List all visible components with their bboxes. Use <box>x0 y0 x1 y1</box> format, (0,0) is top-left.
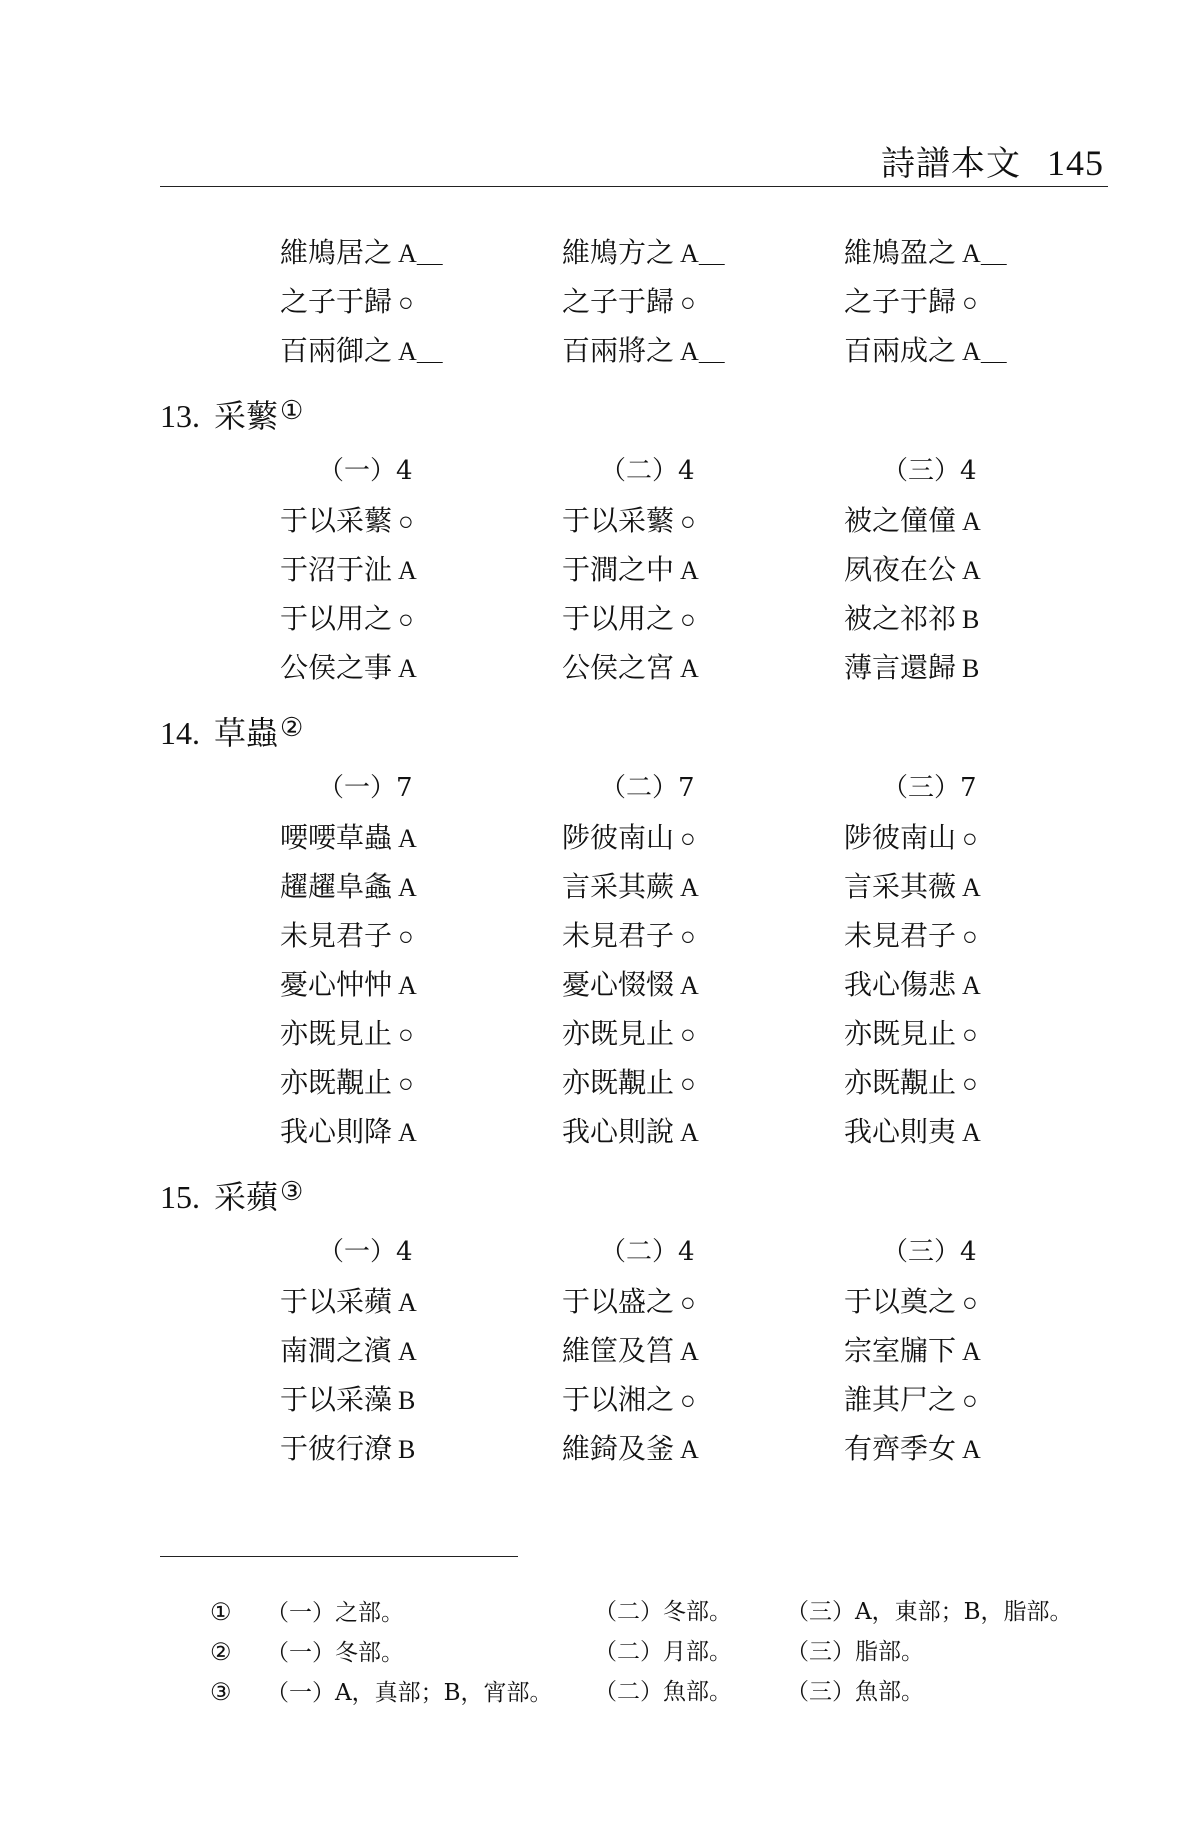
rhyme-mark: ○ <box>680 824 696 853</box>
footnote-part: （二）冬部。 <box>594 1599 732 1625</box>
rhyme-mark: ○ <box>398 605 414 634</box>
stanza-head: （一）4 <box>318 1237 413 1267</box>
rhyme-mark: A <box>680 1435 699 1464</box>
rhyme-mark: A <box>962 1118 981 1147</box>
stanza-column <box>562 228 844 375</box>
verse-line: 言采其薇 A <box>844 870 981 903</box>
footnote-ref: ② <box>280 713 304 743</box>
rhyme-mark: ○ <box>680 1386 696 1415</box>
verse-line: 之子于歸 ○ <box>844 285 978 318</box>
verse-line: 于以采蘋 A <box>280 1285 417 1318</box>
verse-line: 我心則降 A <box>280 1115 417 1148</box>
verse-line: 于以用之 ○ <box>280 602 414 635</box>
verse-line: 有齊季女 A <box>844 1432 981 1465</box>
rhyme-mark: ○ <box>680 507 696 536</box>
verse-line: 未見君子 ○ <box>562 919 696 952</box>
verse-line: 誰其尸之 ○ <box>844 1383 978 1416</box>
rhyme-mark: ○ <box>680 1069 696 1098</box>
poem-15-stanzas <box>280 1228 1126 1473</box>
verse-line: 南澗之濱 A <box>280 1334 417 1367</box>
rhyme-mark: A <box>398 1118 417 1147</box>
verse-line: 亦既覯止 ○ <box>844 1066 978 1099</box>
footnote-mark: ③ <box>210 1678 232 1706</box>
stanza-column <box>844 447 1126 692</box>
footnote-3 <box>210 1672 1160 1712</box>
footnote-part: （一）A，真部；B，宵部。 <box>266 1680 553 1706</box>
footnote-part: （三）魚部。 <box>786 1679 924 1705</box>
verse-line: 維鳩盈之 A＿ <box>844 236 1007 269</box>
verse-line: 維鳩居之 A＿ <box>280 236 443 269</box>
rhyme-mark: ○ <box>398 288 414 317</box>
stanza-column <box>562 764 844 1156</box>
rhyme-mark: A <box>962 507 981 536</box>
rhyme-mark: A＿ <box>962 337 1007 366</box>
verse-line: 亦既覯止 ○ <box>562 1066 696 1099</box>
verse-line: 之子于歸 ○ <box>280 285 414 318</box>
verse-line: 宗室牖下 A <box>844 1334 981 1367</box>
poem-body <box>0 228 1200 1473</box>
stanza-head: （二）4 <box>600 1237 695 1267</box>
rhyme-mark: ○ <box>680 1020 696 1049</box>
stanza-head: （二）7 <box>600 773 695 803</box>
rhyme-mark: A＿ <box>962 239 1007 268</box>
verse-line: 于沼于沚 A <box>280 553 417 586</box>
poem-title-14: 14. 草蟲② <box>160 713 304 752</box>
verse-line: 我心傷悲 A <box>844 968 981 1001</box>
rhyme-mark: A＿ <box>680 239 725 268</box>
footnote-mark: ② <box>210 1638 232 1666</box>
rhyme-mark: B <box>398 1435 416 1464</box>
verse-line: 于以盛之 ○ <box>562 1285 696 1318</box>
verse-line: 夙夜在公 A <box>844 553 981 586</box>
rhyme-mark: A <box>680 1337 699 1366</box>
poem-13-stanzas <box>280 447 1126 692</box>
verse-line: 陟彼南山 ○ <box>562 821 696 854</box>
verse-line: 亦既見止 ○ <box>562 1017 696 1050</box>
stanza-column <box>844 228 1126 375</box>
verse-line: 我心則說 A <box>562 1115 699 1148</box>
verse-line: 被之僮僮 A <box>844 504 981 537</box>
rhyme-mark: A <box>398 1288 417 1317</box>
rhyme-mark: A <box>680 556 699 585</box>
footnote-mark: ① <box>210 1598 232 1626</box>
rhyme-mark: ○ <box>962 288 978 317</box>
rhyme-mark: A <box>962 873 981 902</box>
rhyme-mark: A <box>680 971 699 1000</box>
rhyme-mark: A＿ <box>398 337 443 366</box>
verse-line: 薄言還歸 B <box>844 651 980 684</box>
verse-line: 于澗之中 A <box>562 553 699 586</box>
rhyme-mark: ○ <box>680 288 696 317</box>
footnote-ref: ① <box>280 396 304 426</box>
verse-line: 于以奠之 ○ <box>844 1285 978 1318</box>
footnote-part: （三）A，東部；B，脂部。 <box>786 1599 1073 1625</box>
footnote-part: （三）脂部。 <box>786 1639 924 1665</box>
poem-title-15: 15. 采蘋③ <box>160 1177 304 1216</box>
stanza-head: （二）4 <box>600 456 695 486</box>
stanza-column <box>280 447 562 692</box>
rhyme-mark: A <box>398 1337 417 1366</box>
stanza-column <box>844 764 1126 1156</box>
rhyme-mark: B <box>398 1386 416 1415</box>
stanza-head: （三）4 <box>882 456 977 486</box>
footnote-part: （二）月部。 <box>594 1639 732 1665</box>
rhyme-mark: ○ <box>962 1386 978 1415</box>
rhyme-mark: A <box>962 1435 981 1464</box>
footnote-1 <box>210 1592 1160 1632</box>
verse-line: 喓喓草蟲 A <box>280 821 417 854</box>
verse-line: 之子于歸 ○ <box>562 285 696 318</box>
verse-line: 百兩御之 A＿ <box>280 334 443 367</box>
rhyme-mark: ○ <box>962 1288 978 1317</box>
verse-line: 公侯之事 A <box>280 651 417 684</box>
rhyme-mark: A <box>680 1118 699 1147</box>
verse-line: 我心則夷 A <box>844 1115 981 1148</box>
footnotes <box>210 1592 1160 1712</box>
stanza-column <box>280 764 562 1156</box>
rhyme-mark: ○ <box>680 1288 696 1317</box>
stanza-head: （一）7 <box>318 773 413 803</box>
rhyme-mark: ○ <box>398 507 414 536</box>
rhyme-mark: A <box>962 556 981 585</box>
stanza-column <box>280 1228 562 1473</box>
rhyme-mark: A <box>398 654 417 683</box>
rhyme-mark: A <box>398 556 417 585</box>
poem-title-13: 13. 采蘩① <box>160 396 304 435</box>
rhyme-mark: A <box>680 654 699 683</box>
footnote-part: （一）冬部。 <box>266 1640 404 1666</box>
verse-line: 公侯之宮 A <box>562 651 699 684</box>
verse-line: 維鳩方之 A＿ <box>562 236 725 269</box>
stanza-head: （三）4 <box>882 1237 977 1267</box>
stanza-column <box>562 1228 844 1473</box>
verse-line: 未見君子 ○ <box>844 919 978 952</box>
verse-line: 陟彼南山 ○ <box>844 821 978 854</box>
poem-14-stanzas <box>280 764 1126 1156</box>
rhyme-mark: B <box>962 605 980 634</box>
continued-stanzas <box>280 228 1126 375</box>
rhyme-mark: ○ <box>962 922 978 951</box>
verse-line: 于以采蘩 ○ <box>562 504 696 537</box>
verse-line: 維筐及筥 A <box>562 1334 699 1367</box>
running-title: 詩譜本文 <box>881 144 1021 184</box>
verse-line: 亦既見止 ○ <box>280 1017 414 1050</box>
verse-line: 于以采蘩 ○ <box>280 504 414 537</box>
verse-line: 憂心惙惙 A <box>562 968 699 1001</box>
stanza-column <box>562 447 844 692</box>
rhyme-mark: ○ <box>962 1020 978 1049</box>
verse-line: 言采其蕨 A <box>562 870 699 903</box>
verse-line: 于以用之 ○ <box>562 602 696 635</box>
verse-line: 未見君子 ○ <box>280 919 414 952</box>
verse-line: 于以采藻 B <box>280 1383 416 1416</box>
verse-line: 百兩將之 A＿ <box>562 334 725 367</box>
footnote-2 <box>210 1632 1160 1672</box>
verse-line: 于以湘之 ○ <box>562 1383 696 1416</box>
verse-line: 被之祁祁 B <box>844 602 980 635</box>
rhyme-mark: A <box>398 824 417 853</box>
rhyme-mark: A <box>962 971 981 1000</box>
rhyme-mark: A <box>962 1337 981 1366</box>
page-header <box>881 136 1104 185</box>
verse-line: 趯趯阜螽 A <box>280 870 417 903</box>
rhyme-mark: B <box>962 654 980 683</box>
footnote-rule <box>160 1556 518 1557</box>
verse-line: 維錡及釜 A <box>562 1432 699 1465</box>
rhyme-mark: A <box>398 971 417 1000</box>
verse-line: 百兩成之 A＿ <box>844 334 1007 367</box>
stanza-head: （三）7 <box>882 773 977 803</box>
rhyme-mark: ○ <box>680 922 696 951</box>
rhyme-mark: ○ <box>962 824 978 853</box>
rhyme-mark: ○ <box>398 1069 414 1098</box>
rhyme-mark: ○ <box>398 922 414 951</box>
stanza-column <box>844 1228 1126 1473</box>
verse-line: 于彼行潦 B <box>280 1432 416 1465</box>
rhyme-mark: ○ <box>962 1069 978 1098</box>
verse-line: 亦既見止 ○ <box>844 1017 978 1050</box>
stanza-head: （一）4 <box>318 456 413 486</box>
footnote-ref: ③ <box>280 1177 304 1207</box>
rhyme-mark: A <box>680 873 699 902</box>
stanza-column <box>280 228 562 375</box>
rhyme-mark: A＿ <box>680 337 725 366</box>
rhyme-mark: A＿ <box>398 239 443 268</box>
header-rule <box>160 186 1108 187</box>
page-number: 145 <box>1047 143 1104 183</box>
footnote-part: （一）之部。 <box>266 1600 404 1626</box>
rhyme-mark: ○ <box>680 605 696 634</box>
rhyme-mark: A <box>398 873 417 902</box>
verse-line: 憂心忡忡 A <box>280 968 417 1001</box>
footnote-part: （二）魚部。 <box>594 1679 732 1705</box>
rhyme-mark: ○ <box>398 1020 414 1049</box>
verse-line: 亦既覯止 ○ <box>280 1066 414 1099</box>
